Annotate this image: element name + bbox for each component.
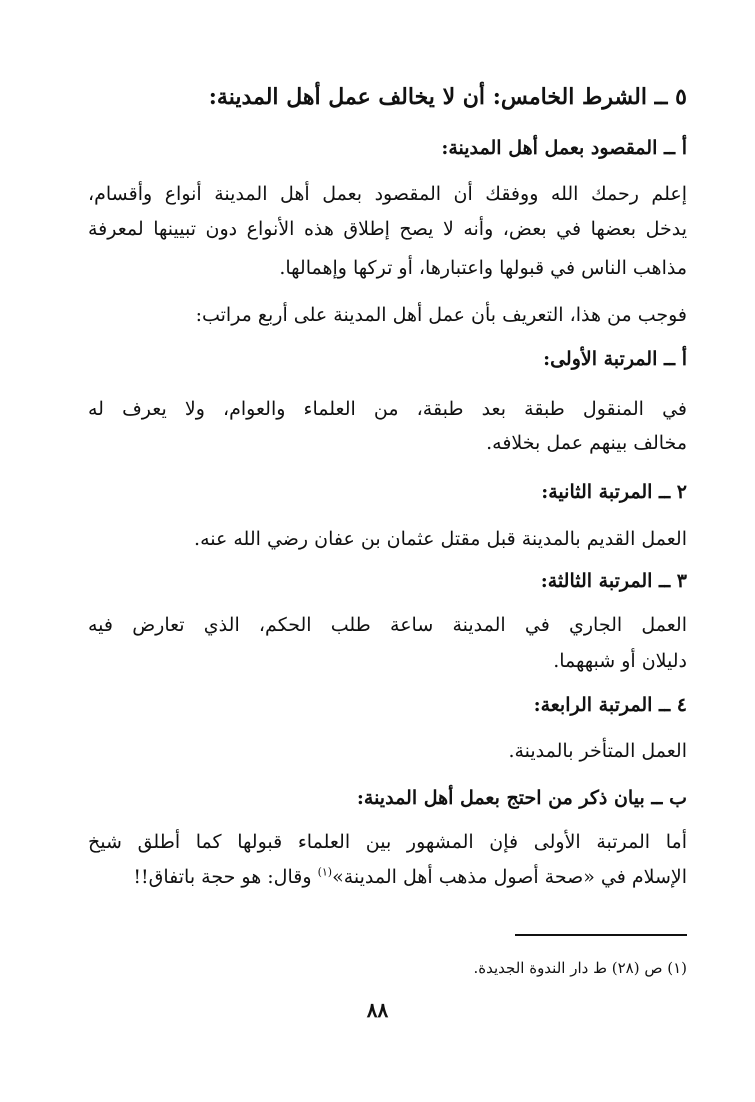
paragraph-line: مذاهب الناس في قبولها واعتبارها، أو تركها وإهمالها. (279, 257, 687, 279)
footnote-marker[interactable]: (١) (317, 865, 333, 879)
paragraph-line (88, 864, 687, 890)
subheading-b: ب ــ بيان ذكر من احتج بعمل أهل المدينة: (356, 787, 687, 809)
subheading-a: أ ــ المقصود بعمل أهل المدينة: (441, 137, 687, 159)
paragraph-line: العمل القديم بالمدينة قبل مقتل عثمان بن عفان رضي الله عنه. (194, 528, 687, 550)
paragraph-line: إعلم رحمك الله ووفقك أن المقصود بعمل أهل المدينة أنواع وأقسام، (88, 183, 687, 205)
paragraph-line: في المنقول طبقة بعد طبقة، من العلماء والعوام، ولا يعرف له (88, 398, 687, 420)
paragraph-text: الإسلام في «صحة أصول مذهب أهل المدينة» (332, 866, 687, 888)
paragraph-line: أما المرتبة الأولى فإن المشهور بين العلماء قبولها كما أطلق شيخ (88, 831, 687, 853)
footnote-divider (515, 934, 687, 936)
footnote: (١) ص (٢٨) ط دار الندوة الجديدة. (473, 959, 687, 977)
rank3-title: ٣ ــ المرتبة الثالثة: (540, 570, 687, 592)
page-number: ٨٨ (366, 998, 389, 1022)
section-heading: ٥ ــ الشرط الخامس: أن لا يخالف عمل أهل المدينة: (208, 84, 687, 110)
rank4-title: ٤ ــ المرتبة الرابعة: (533, 694, 687, 716)
rank1-title: أ ــ المرتبة الأولى: (543, 348, 687, 370)
rank2-title: ٢ ــ المرتبة الثانية: (541, 481, 687, 503)
paragraph-line: مخالف بينهم عمل بخلافه. (486, 432, 687, 454)
paragraph-text: وقال: هو حجة باتفاق!! (133, 866, 318, 888)
paragraph-line: العمل المتأخر بالمدينة. (508, 740, 687, 762)
paragraph-line: يدخل بعضها في بعض، وأنه لا يصح إطلاق هذه الأنواع دون تبيينها لمعرفة (88, 218, 687, 240)
paragraph-line: العمل الجاري في المدينة ساعة طلب الحكم، الذي تعارض فيه (88, 614, 687, 636)
paragraph-line: دليلان أو شبههما. (553, 650, 687, 672)
paragraph-line: فوجب من هذا، التعريف بأن عمل أهل المدينة على أربع مراتب: (195, 304, 687, 326)
